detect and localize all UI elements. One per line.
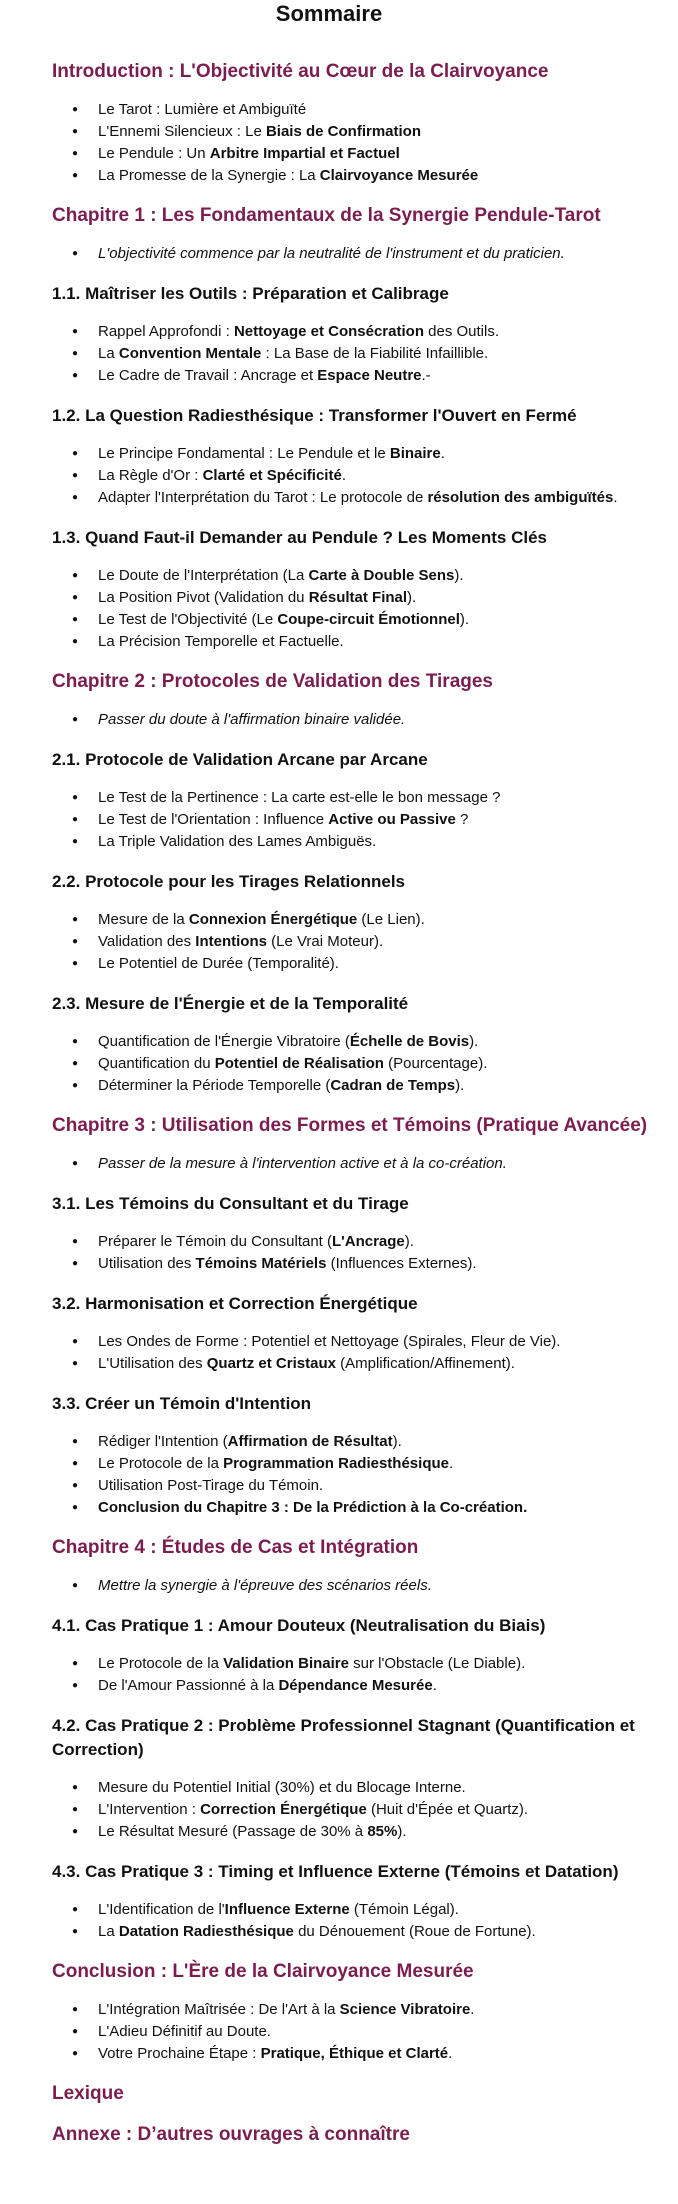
- bullet-icon: ●: [72, 1480, 79, 1491]
- list-item: [72, 2043, 658, 2065]
- bullet-icon: ●: [72, 248, 79, 259]
- text: La Promesse de la Synergie : La: [98, 167, 320, 184]
- text: (Huit d'Épée et Quartz).: [366, 1801, 529, 1818]
- text: .: [432, 1677, 437, 1694]
- bullet-list: [52, 1153, 658, 1175]
- section-heading[interactable]: 4.1. Cas Pratique 1 : Amour Douteux (Neutralisation du Biais): [52, 1616, 546, 1635]
- bullet-icon: ●: [72, 148, 79, 159]
- text: Le Potentiel de Durée (Temporalité).: [98, 955, 339, 972]
- section-heading[interactable]: 4.2. Cas Pratique 2 : Problème Professionnel Stagnant (Quantification et Correction): [52, 1716, 635, 1759]
- bullet-icon: ●: [72, 614, 79, 625]
- bullet-icon: ●: [72, 1782, 79, 1793]
- bullet-list: [52, 321, 658, 387]
- bullet-icon: ●: [72, 1680, 79, 1691]
- text: .: [448, 1455, 454, 1472]
- text: Le Protocole de la: [98, 1655, 224, 1672]
- list-item: [72, 1999, 658, 2021]
- bold-text: Correction Énergétique: [200, 1801, 367, 1818]
- bold-text: Témoins Matériels: [195, 1255, 327, 1272]
- list-item: [72, 953, 658, 975]
- chapter-heading[interactable]: Chapitre 3 : Utilisation des Formes et Témoins (Pratique Avancée): [52, 1115, 648, 1136]
- text: (Le Lien).: [357, 911, 425, 928]
- list-item: [72, 121, 658, 143]
- text: Le Pendule : Un: [98, 145, 210, 162]
- bullet-icon: ●: [72, 636, 79, 647]
- bullet-icon: ●: [72, 470, 79, 481]
- text: ).: [455, 1077, 465, 1094]
- section-heading[interactable]: 2.3. Mesure de l'Énergie et de la Temporalité: [52, 994, 409, 1013]
- list-item: [72, 1653, 658, 1675]
- bullet-icon: ●: [72, 1436, 79, 1447]
- list-item: [72, 631, 658, 653]
- text: (Le Vrai Moteur).: [266, 933, 384, 950]
- bold-text: Affirmation de Résultat: [227, 1433, 393, 1450]
- bold-text: Nettoyage et Consécration: [233, 323, 424, 340]
- list-item: [72, 709, 658, 731]
- bold-text: Clairvoyance Mesurée: [319, 167, 479, 184]
- bold-text: L'Ancrage: [332, 1233, 405, 1250]
- text: L'objectivité commence par la neutralité de l'instrument et du praticien.: [98, 245, 565, 262]
- bullet-icon: ●: [72, 1336, 79, 1347]
- text: La Règle d'Or :: [98, 467, 203, 484]
- section-heading[interactable]: 1.2. La Question Radiesthésique : Transformer l'Ouvert en Fermé: [52, 406, 577, 425]
- bold-text: Connexion Énergétique: [188, 911, 358, 928]
- text: Votre Prochaine Étape :: [98, 2045, 261, 2062]
- list-item: [72, 609, 658, 631]
- list-item: [72, 321, 658, 343]
- text: Déterminer la Période Temporelle (: [98, 1077, 331, 1094]
- text: La Triple Validation des Lames Ambiguës.: [98, 833, 377, 850]
- text: Le Cadre de Travail : Ancrage et: [98, 367, 318, 384]
- bullet-icon: ●: [72, 1804, 79, 1815]
- text: L'Intégration Maîtrisée : De l'Art à la: [98, 2001, 340, 2018]
- text: Passer de la mesure à l'intervention active et à la co-création.: [98, 1155, 507, 1172]
- bold-text: résolution des ambiguïtés: [427, 489, 614, 506]
- section-heading[interactable]: 2.1. Protocole de Validation Arcane par Arcane: [52, 750, 428, 769]
- bold-text: Clarté et Spécificité: [202, 467, 342, 484]
- bold-text: Quartz et Cristaux: [206, 1355, 336, 1372]
- bullet-icon: ●: [72, 1502, 79, 1513]
- text: .: [440, 445, 445, 462]
- list-item: [72, 1799, 658, 1821]
- list-item: [72, 1921, 658, 1943]
- text: (Amplification/Affinement).: [335, 1355, 515, 1372]
- list-item: [72, 909, 658, 931]
- bold-text: Programmation Radiesthésique: [223, 1455, 449, 1472]
- text: sur l'Obstacle (Le Diable).: [348, 1655, 526, 1672]
- bullet-icon: ●: [72, 936, 79, 947]
- text: L'Identification de l': [98, 1901, 225, 1918]
- list-item: [72, 1153, 658, 1175]
- text: ).: [404, 1233, 414, 1250]
- bullet-icon: ●: [72, 914, 79, 925]
- text: ).: [397, 1823, 407, 1840]
- text: (Pourcentage).: [383, 1055, 488, 1072]
- bullet-list: [52, 443, 658, 509]
- text: .: [470, 2001, 475, 2018]
- list-item: [72, 1777, 658, 1799]
- text: Rédiger l'Intention (: [98, 1433, 228, 1450]
- bullet-icon: ●: [72, 1826, 79, 1837]
- bullet-icon: ●: [72, 1926, 79, 1937]
- list-item: [72, 343, 658, 365]
- section-heading[interactable]: 1.3. Quand Faut-il Demander au Pendule ? Les Moments Clés: [52, 528, 547, 547]
- bullet-list: [52, 1999, 658, 2065]
- bullet-icon: ●: [72, 2048, 79, 2059]
- text: Utilisation Post-Tirage du Témoin.: [98, 1477, 324, 1494]
- section-heading[interactable]: 3.3. Créer un Témoin d'Intention: [52, 1394, 312, 1413]
- bold-text: Datation Radiesthésique: [118, 1923, 294, 1940]
- text: Quantification de l'Énergie Vibratoire (: [98, 1033, 350, 1050]
- bold-text: Échelle de Bovis: [349, 1033, 470, 1050]
- list-item: [72, 465, 658, 487]
- toc-sections: [52, 60, 658, 2147]
- bullet-icon: ●: [72, 1580, 79, 1591]
- text: des Outils.: [423, 323, 500, 340]
- bullet-icon: ●: [72, 1658, 79, 1669]
- list-item: [72, 1353, 658, 1375]
- bold-text: Influence Externe: [224, 1901, 350, 1918]
- bullet-icon: ●: [72, 2004, 79, 2015]
- text: Adapter l'Interprétation du Tarot : Le protocole de: [98, 489, 428, 506]
- list-item: [72, 1675, 658, 1697]
- list-item: [72, 831, 658, 853]
- text: Rappel Approfondi :: [98, 323, 234, 340]
- bold-text: Intentions: [195, 933, 267, 950]
- list-item: [72, 587, 658, 609]
- list-item: [72, 1821, 658, 1843]
- list-item: [72, 1899, 658, 1921]
- bullet-icon: ●: [72, 370, 79, 381]
- bold-text: Validation Binaire: [223, 1655, 349, 1672]
- text: Le Test de l'Orientation : Influence: [98, 811, 329, 828]
- chapter-heading[interactable]: Chapitre 4 : Études de Cas et Intégration: [52, 1537, 419, 1558]
- list-item: [72, 99, 658, 121]
- list-item: [72, 2021, 658, 2043]
- text: (Influences Externes).: [326, 1255, 477, 1272]
- text: ).: [459, 611, 470, 628]
- text: .-: [421, 367, 431, 384]
- list-item: [72, 1231, 658, 1253]
- text: ).: [454, 567, 464, 584]
- bullet-icon: ●: [72, 592, 79, 603]
- bullet-icon: ●: [72, 836, 79, 847]
- text: Mesure de la: [98, 911, 189, 928]
- text: : La Base de la Fiabilité Infaillible.: [261, 345, 489, 362]
- text: L'Adieu Définitif au Doute.: [98, 2023, 271, 2040]
- text: (Témoin Légal).: [349, 1901, 459, 1918]
- section-heading[interactable]: 3.1. Les Témoins du Consultant et du Tirage: [52, 1194, 409, 1213]
- list-item: [72, 165, 658, 187]
- bullet-list: [52, 709, 658, 731]
- list-item: [72, 1497, 658, 1519]
- text: ).: [469, 1033, 479, 1050]
- bullet-list: [52, 1231, 658, 1275]
- section-heading[interactable]: 3.2. Harmonisation et Correction Énergétique: [52, 1294, 418, 1313]
- text: .: [448, 2045, 453, 2062]
- list-item: [72, 931, 658, 953]
- list-item: [72, 1031, 658, 1053]
- list-item: [72, 565, 658, 587]
- list-item: [72, 1053, 658, 1075]
- text: Quantification du: [98, 1055, 215, 1072]
- chapter-heading[interactable]: Chapitre 1 : Les Fondamentaux de la Synergie Pendule-Tarot: [52, 205, 601, 226]
- list-item: [72, 143, 658, 165]
- text: Mesure du Potentiel Initial (30%) et du Blocage Interne.: [98, 1779, 466, 1796]
- list-item: [72, 809, 658, 831]
- text: La: [98, 345, 119, 362]
- text: ).: [407, 589, 417, 606]
- bullet-list: [52, 787, 658, 853]
- bullet-icon: ●: [72, 1236, 79, 1247]
- text: Le Tarot : Lumière et Ambiguïté: [98, 101, 307, 118]
- list-item: [72, 1253, 658, 1275]
- bullet-list: [52, 243, 658, 265]
- bold-text: Dépendance Mesurée: [278, 1677, 433, 1694]
- chapter-heading[interactable]: Annexe : D’autres ouvrages à connaître: [52, 2124, 410, 2145]
- text: Le Test de l'Objectivité (Le: [98, 611, 278, 628]
- text: L'Ennemi Silencieux : Le: [98, 123, 266, 140]
- list-item: [72, 443, 658, 465]
- text: La: [98, 1923, 119, 1940]
- list-item: [72, 243, 658, 265]
- chapter-heading[interactable]: Lexique: [52, 2083, 124, 2104]
- bullet-icon: ●: [72, 104, 79, 115]
- bullet-icon: ●: [72, 348, 79, 359]
- bold-text: Espace Neutre: [317, 367, 422, 384]
- bullet-list: [52, 1031, 658, 1097]
- list-item: [72, 1431, 658, 1453]
- text: Le Test de la Pertinence : La carte est-elle le bon message ?: [98, 789, 501, 806]
- section-heading[interactable]: 2.2. Protocole pour les Tirages Relationnels: [52, 872, 406, 891]
- list-item: [72, 1453, 658, 1475]
- bullet-list: [52, 1331, 658, 1375]
- section-heading[interactable]: 1.1. Maîtriser les Outils : Préparation et Calibrage: [52, 284, 449, 303]
- bullet-icon: ●: [72, 326, 79, 337]
- list-item: [72, 1475, 658, 1497]
- list-item: [72, 787, 658, 809]
- bold-text: Binaire: [389, 445, 441, 462]
- bullet-list: [52, 1575, 658, 1597]
- text: Les Ondes de Forme : Potentiel et Nettoyage (Spirales, Fleur de Vie).: [98, 1333, 561, 1350]
- bold-text: Science Vibratoire: [339, 2001, 471, 2018]
- bullet-icon: ●: [72, 1158, 79, 1169]
- bullet-icon: ●: [72, 492, 79, 503]
- text: Le Résultat Mesuré (Passage de 30% à: [98, 1823, 368, 1840]
- bold-text: Pratique, Éthique et Clarté: [260, 2045, 449, 2062]
- text: Préparer le Témoin du Consultant (: [98, 1233, 333, 1250]
- bullet-icon: ●: [72, 1058, 79, 1069]
- bold-text: Active ou Passive: [328, 811, 456, 828]
- list-item: [72, 1075, 658, 1097]
- bullet-list: [52, 1899, 658, 1943]
- bold-text: Biais de Confirmation: [265, 123, 421, 140]
- list-item: [72, 1331, 658, 1353]
- bold-text: Cadran de Temps: [330, 1077, 456, 1094]
- section-heading[interactable]: 4.3. Cas Pratique 3 : Timing et Influence Externe (Témoins et Datation): [52, 1862, 619, 1881]
- bold-text: Carte à Double Sens: [308, 567, 455, 584]
- text: ).: [392, 1433, 402, 1450]
- bullet-icon: ●: [72, 1358, 79, 1369]
- bullet-list: [52, 1653, 658, 1697]
- text: Le Protocole de la: [98, 1455, 224, 1472]
- text: Le Principe Fondamental : Le Pendule et le: [98, 445, 390, 462]
- list-item: [72, 365, 658, 387]
- text: ?: [455, 811, 469, 828]
- bullet-icon: ●: [72, 1258, 79, 1269]
- bullet-icon: ●: [72, 1080, 79, 1091]
- text: .: [613, 489, 618, 506]
- chapter-heading[interactable]: Conclusion : L'Ère de la Clairvoyance Mesurée: [52, 1961, 474, 1982]
- bullet-icon: ●: [72, 448, 79, 459]
- bullet-icon: ●: [72, 714, 79, 725]
- bullet-icon: ●: [72, 126, 79, 137]
- text: L'Intervention :: [98, 1801, 201, 1818]
- text: Passer du doute à l'affirmation binaire validée.: [98, 711, 406, 728]
- bold-text: Résultat Final: [308, 589, 408, 606]
- chapter-heading[interactable]: Introduction : L'Objectivité au Cœur de la Clairvoyance: [52, 61, 549, 82]
- bullet-icon: ●: [72, 1458, 79, 1469]
- text: .: [341, 467, 346, 484]
- bullet-icon: ●: [72, 958, 79, 969]
- bold-text: Arbitre Impartial et Factuel: [209, 145, 400, 162]
- list-item: [72, 1575, 658, 1597]
- bullet-list: [52, 909, 658, 975]
- bold-text: 85%: [367, 1823, 398, 1840]
- text: De l'Amour Passionné à la: [98, 1677, 279, 1694]
- text: Mettre la synergie à l'épreuve des scénarios réels.: [98, 1577, 432, 1594]
- text: Validation des: [98, 933, 196, 950]
- bullet-list: [52, 1777, 658, 1843]
- bullet-icon: ●: [72, 570, 79, 581]
- bullet-icon: ●: [72, 792, 79, 803]
- text: La Position Pivot (Validation du: [98, 589, 309, 606]
- bold-text: Conclusion du Chapitre 3 : De la Prédiction à la Co-création.: [98, 1499, 528, 1516]
- text: du Dénouement (Roue de Fortune).: [293, 1923, 536, 1940]
- bullet-icon: ●: [72, 2026, 79, 2037]
- text: Utilisation des: [98, 1255, 196, 1272]
- text: L'Utilisation des: [98, 1355, 207, 1372]
- text: La Précision Temporelle et Factuelle.: [98, 633, 344, 650]
- bullet-icon: ●: [72, 814, 79, 825]
- bold-text: Coupe-circuit Émotionnel: [277, 611, 460, 628]
- bullet-list: [52, 99, 658, 187]
- bullet-icon: ●: [72, 1904, 79, 1915]
- page-title: Sommaire: [275, 1, 383, 26]
- bullet-icon: ●: [72, 170, 79, 181]
- text: Le Doute de l'Interprétation (La: [98, 567, 309, 584]
- bullet-icon: ●: [72, 1036, 79, 1047]
- bold-text: Potentiel de Réalisation: [214, 1055, 384, 1072]
- bullet-list: [52, 565, 658, 653]
- bold-text: Convention Mentale: [118, 345, 262, 362]
- chapter-heading[interactable]: Chapitre 2 : Protocoles de Validation des Tirages: [52, 671, 493, 692]
- list-item: [72, 487, 658, 509]
- bullet-list: [52, 1431, 658, 1519]
